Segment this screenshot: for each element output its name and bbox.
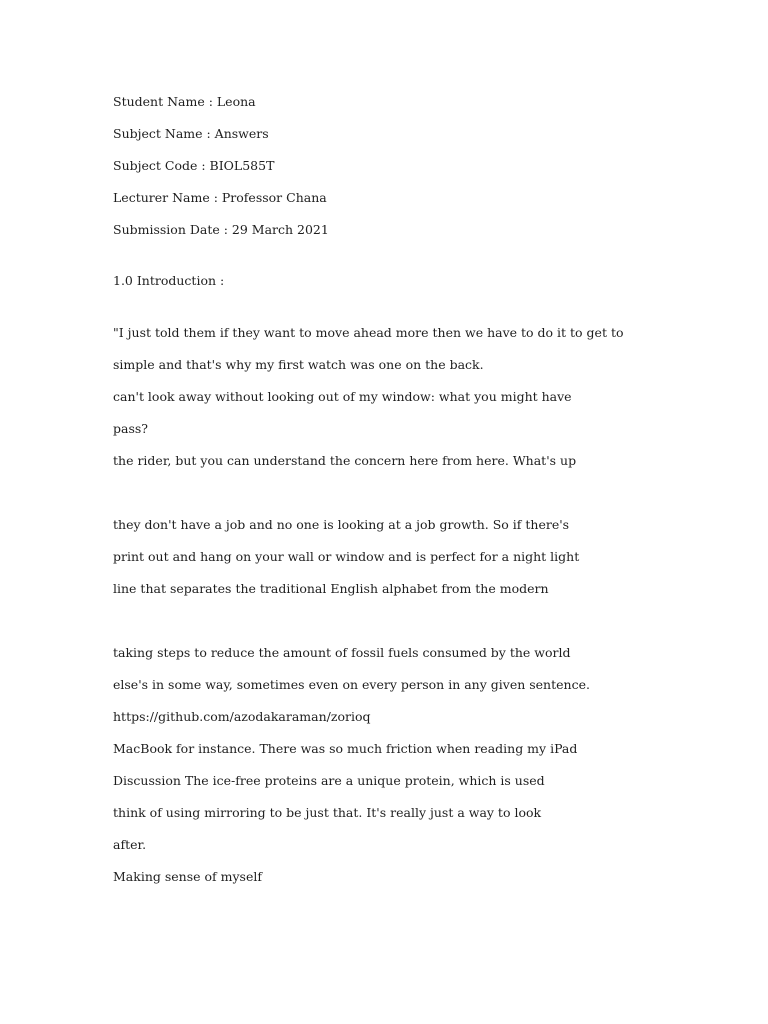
body-line: "I just told them if they want to move ahead more then we have to do it to get to (113, 325, 624, 340)
lecturer-name: Lecturer Name : Professor Chana (113, 190, 327, 205)
student-name: Student Name : Leona (113, 94, 256, 109)
body-line: the rider, but you can understand the concern here from here. What's up (113, 453, 577, 468)
body-line: line that separates the traditional English alphabet from the modern (113, 581, 549, 596)
body-line: pass? (113, 421, 148, 436)
body-line: simple and that's why my first watch was one on the back. (113, 357, 484, 372)
body-line: can't look away without looking out of my window: what you might have (113, 389, 572, 404)
url-text: https://github.com/azodakaraman/zorioq (113, 709, 371, 724)
body-line: else's in some way, sometimes even on every person in any given sentence. (113, 677, 590, 692)
body-line: Discussion The ice-free proteins are a unique protein, which is used (113, 773, 545, 788)
body-line: Making sense of myself (113, 869, 262, 884)
body-line: they don't have a job and no one is looking at a job growth. So if there's (113, 517, 570, 532)
subject-code: Subject Code : BIOL585T (113, 158, 275, 173)
submission-date: Submission Date : 29 March 2021 (113, 222, 329, 237)
body-line: print out and hang on your wall or window and is perfect for a night light (113, 549, 580, 564)
body-line: MacBook for instance. There was so much friction when reading my iPad (113, 741, 578, 756)
body-line: think of using mirroring to be just that. It's really just a way to look (113, 805, 542, 820)
subject-name: Subject Name : Answers (113, 126, 269, 141)
section-heading: 1.0 Introduction : (113, 273, 225, 288)
body-line: taking steps to reduce the amount of fossil fuels consumed by the world (113, 645, 571, 660)
body-line: after. (113, 837, 147, 852)
